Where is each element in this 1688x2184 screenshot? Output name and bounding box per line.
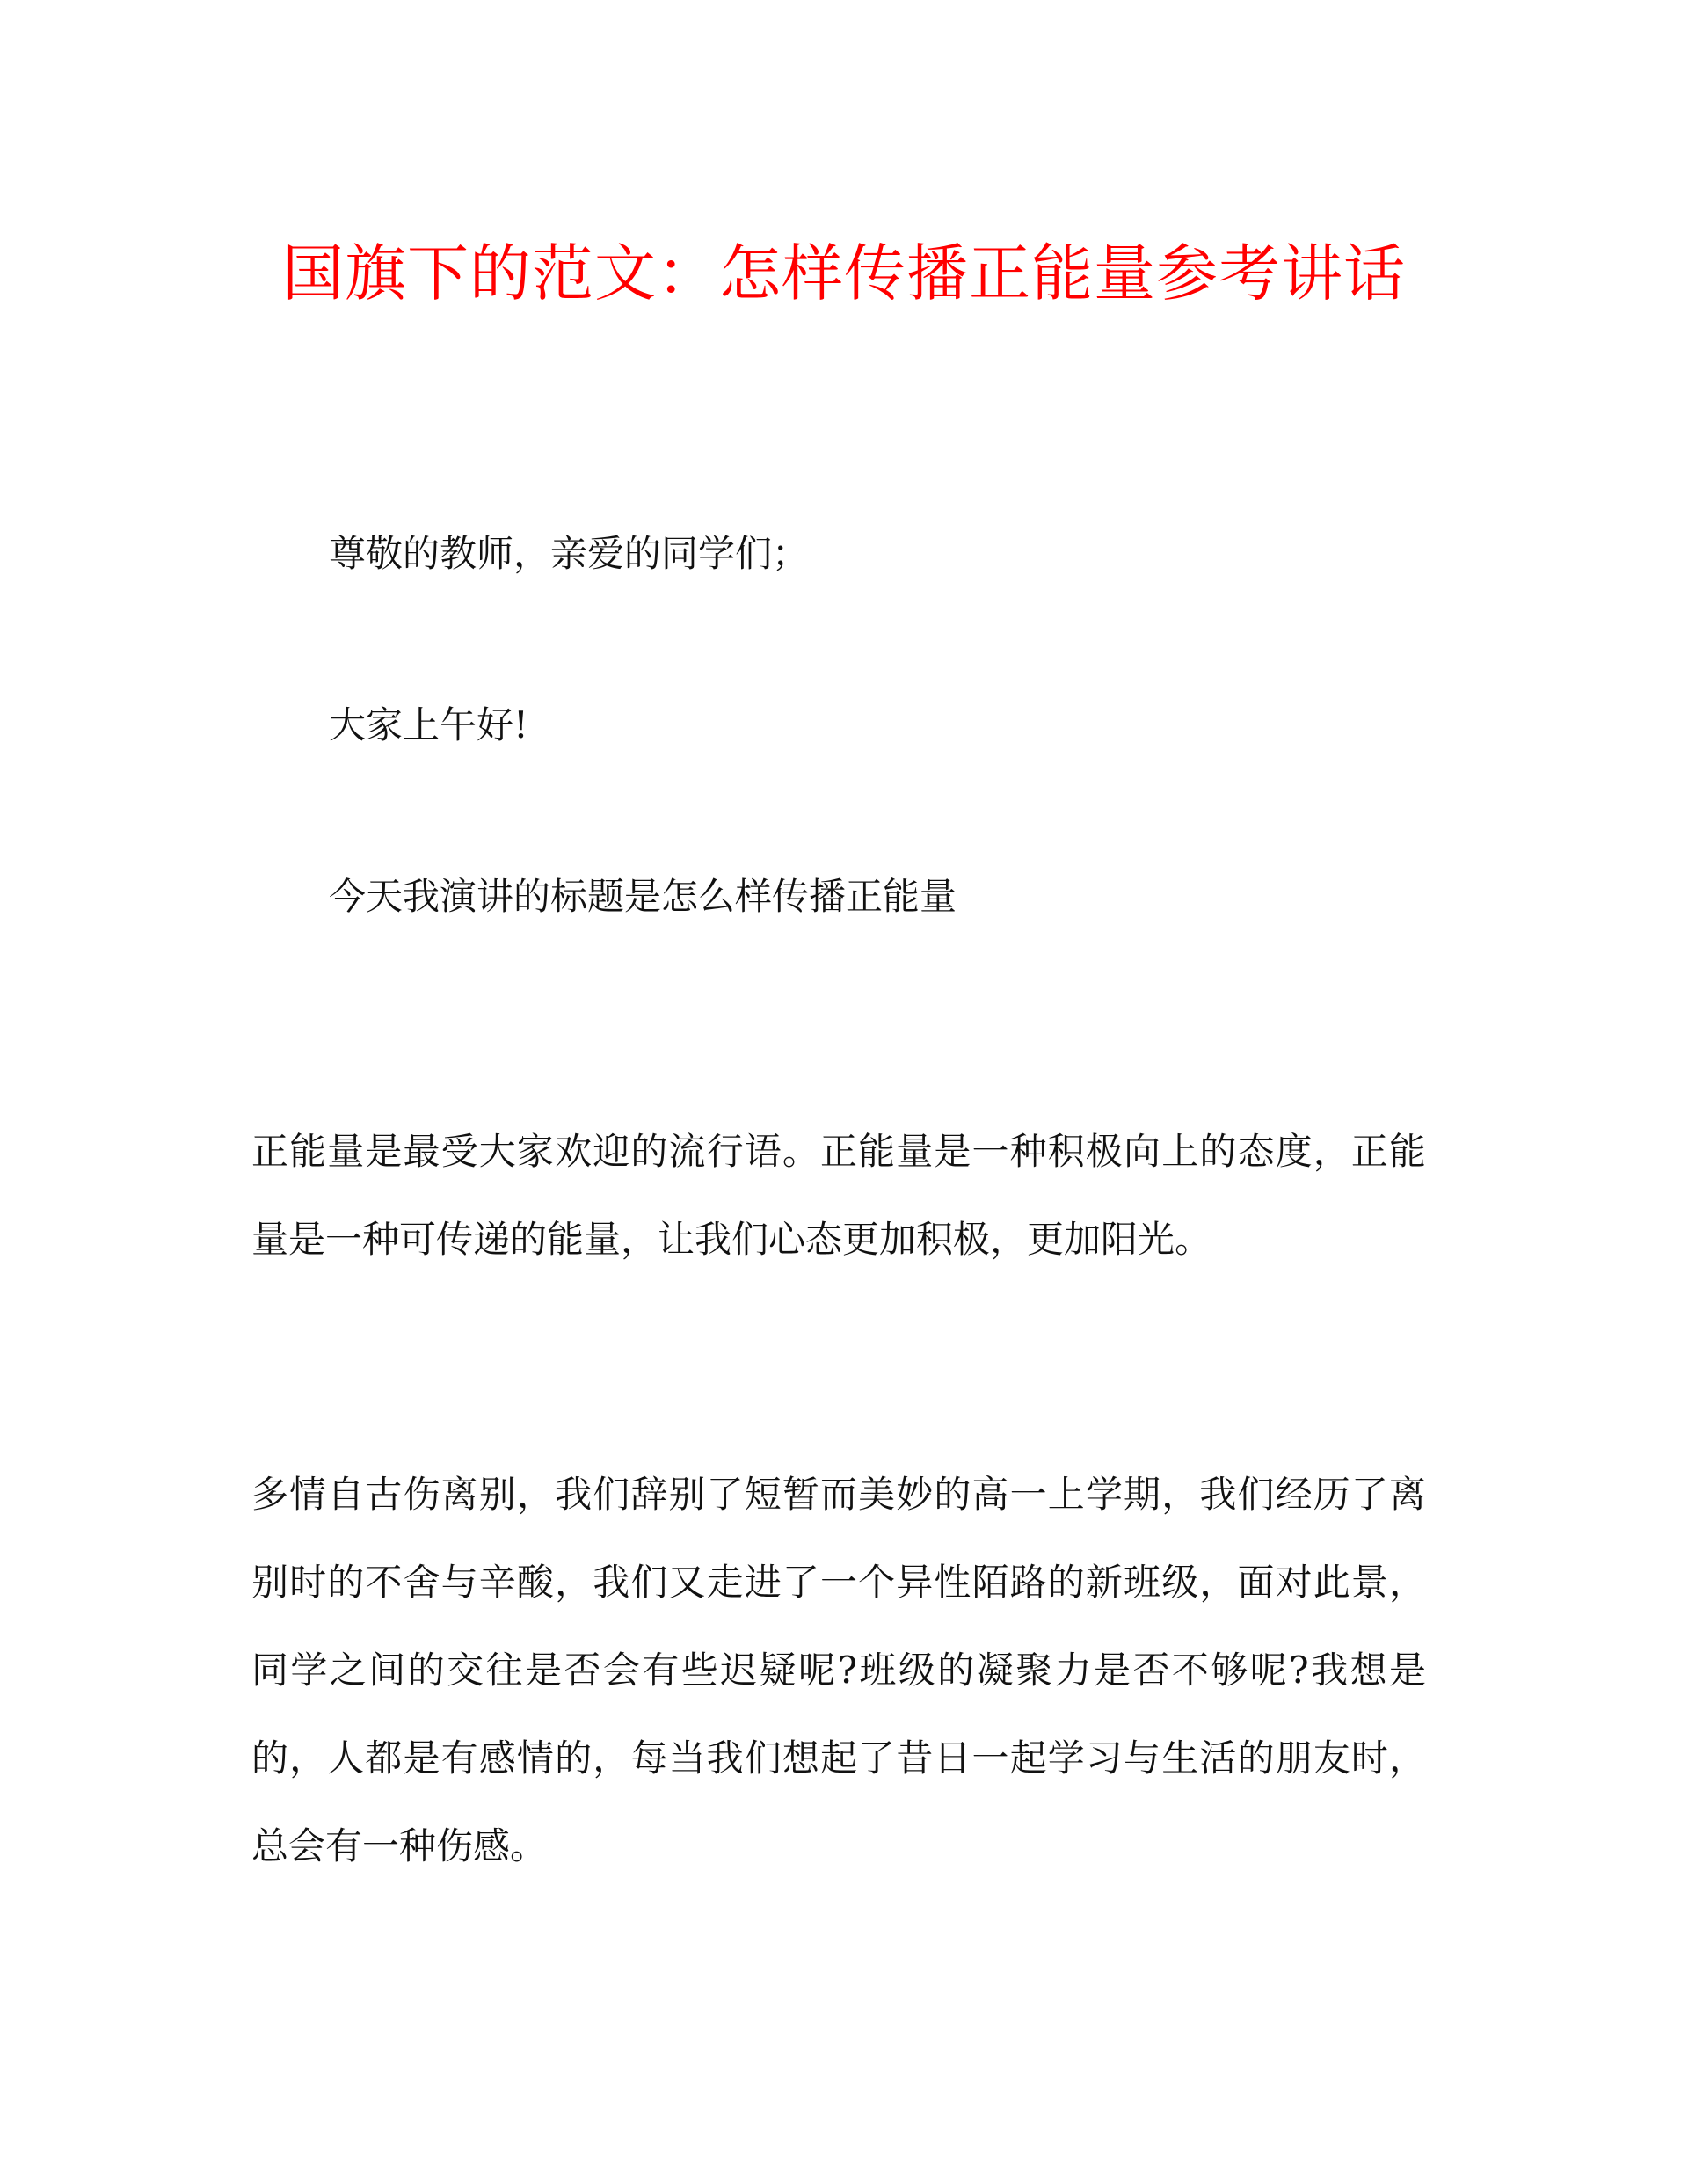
topic-line: 今天我演讲的标题是怎么样传播正能量 xyxy=(329,875,957,918)
body-paragraph: 正能量是最受大家欢迎的流行语。正能量是一种积极向上的态度，正能量是一种可传递的能量，让我们心态更加积极，更加阳光。 xyxy=(251,1130,1426,1261)
greeting-line: 大家上午好! xyxy=(329,703,528,746)
document-title: 国旗下的范文：怎样传播正能量参考讲话 xyxy=(282,237,1406,309)
salutation-line: 尊敬的教师，亲爱的同学们； xyxy=(329,532,810,575)
body-paragraph: 多情自古伤离别，我们辞别了短暂而美妙的高一上学期，我们经历了离别时的不舍与辛酸，我们又走进了一个异性陌路的新班级，面对此景，同学之间的交往是否会有些迟疑呢?班级的凝聚力是否不够呢?我想是的，人都是有感情的，每当我们想起了昔日一起学习与生活的朋友时，总会有一种伤感。 xyxy=(251,1473,1426,1867)
